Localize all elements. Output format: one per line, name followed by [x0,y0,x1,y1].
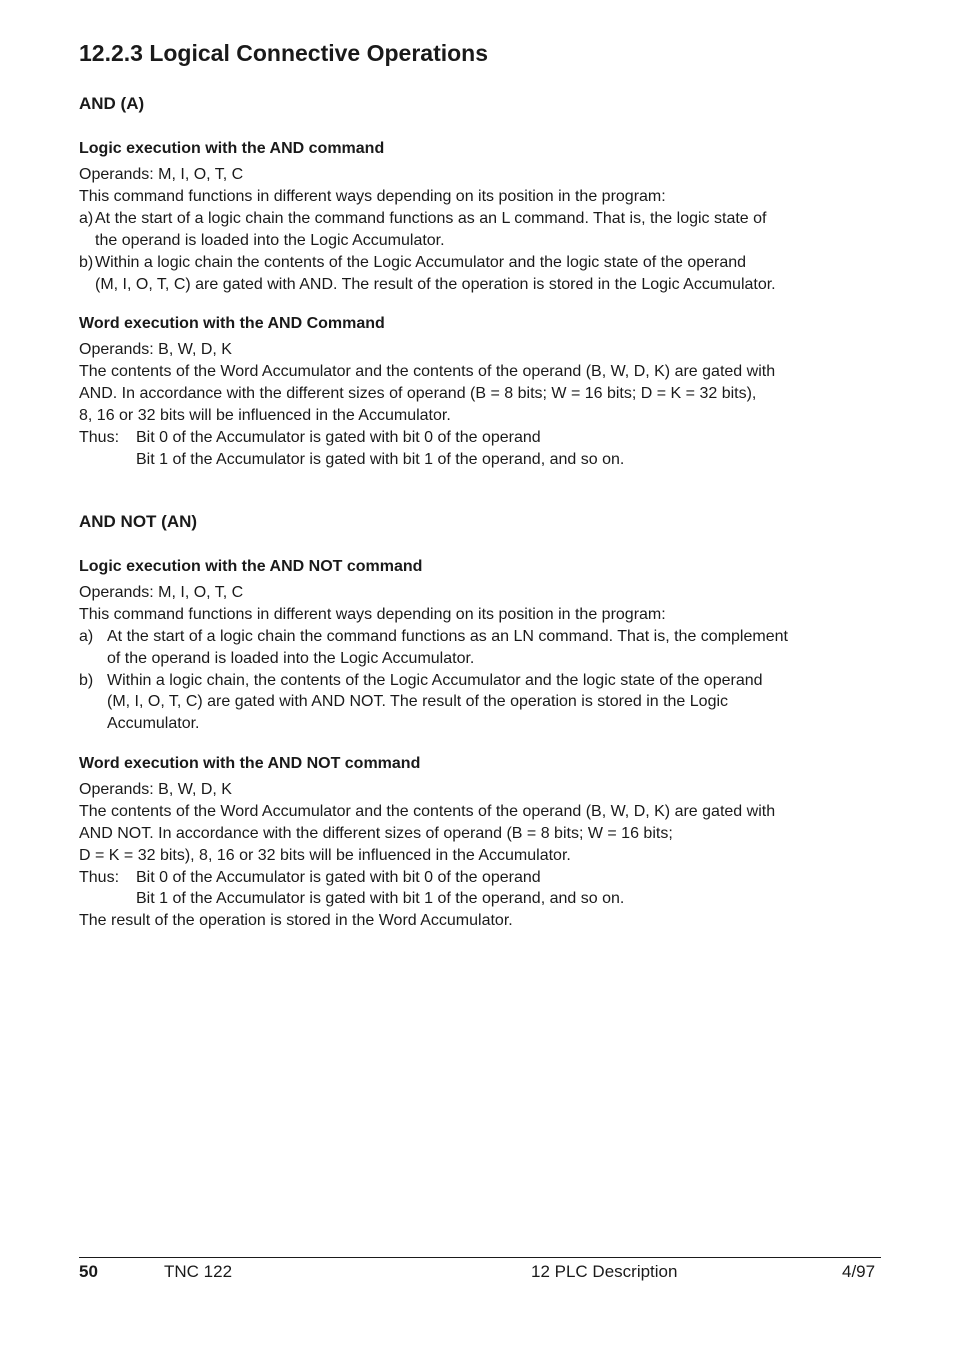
and-not-logic-intro: This command functions in different ways depending on its position in the program: [79,606,666,623]
and-not-word-operands: Operands: B, W, D, K [79,781,232,798]
paragraph-line: D = K = 32 bits), 8, 16 or 32 bits will be influenced in the Accumulator. [79,847,571,864]
paragraph-line: Bit 1 of the Accumulator is gated with bit 1 of the operand, and so on. [136,451,625,468]
list-item-text: the operand is loaded into the Logic Accumulator. [95,232,445,249]
footer-product: TNC 122 [164,1262,233,1281]
paragraph-line: Bit 0 of the Accumulator is gated with bit 0 of the operand [136,869,541,886]
list-item-text: Accumulator. [107,715,200,732]
and-not-word-heading: Word execution with the AND NOT command [79,755,421,772]
paragraph-line: AND. In accordance with the different sizes of operand (B = 8 bits; W = 16 bits; D = K = 32 bits), [79,385,757,402]
paragraph-line: 8, 16 or 32 bits will be influenced in the Accumulator. [79,407,451,424]
footer-divider [79,1257,881,1258]
list-item-text: Within a logic chain, the contents of the Logic Accumulator and the logic state of the operand [107,672,763,689]
and-not-logic-heading: Logic execution with the AND NOT command [79,558,423,575]
page-number: 50 [79,1262,98,1281]
paragraph-line: Bit 1 of the Accumulator is gated with bit 1 of the operand, and so on. [136,890,625,907]
paragraph-line: AND NOT. In accordance with the different sizes of operand (B = 8 bits; W = 16 bits; [79,825,673,842]
section-title: 12.2.3 Logical Connective Operations [79,40,489,66]
list-item-text: (M, I, O, T, C) are gated with AND NOT. The result of the operation is stored in the Logic [107,693,729,710]
and-word-heading: Word execution with the AND Command [79,315,385,332]
and-logic-heading: Logic execution with the AND command [79,140,385,157]
and-heading: AND (A) [79,94,145,113]
list-item-text: At the start of a logic chain the command functions as an LN command. That is, the complement [107,628,788,645]
paragraph-line: The contents of the Word Accumulator and the contents of the operand (B, W, D, K) are gated with [79,803,776,820]
paragraph-line: The result of the operation is stored in the Word Accumulator. [79,912,513,929]
footer-chapter: 12 PLC Description [531,1262,678,1281]
list-item-text: At the start of a logic chain the command functions as an L command. That is, the logic state of [95,210,767,227]
and-logic-operands: Operands: M, I, O, T, C [79,166,244,183]
paragraph-line: Bit 0 of the Accumulator is gated with bit 0 of the operand [136,429,541,446]
list-item-text: of the operand is loaded into the Logic Accumulator. [107,650,475,667]
list-label: b) [79,672,94,689]
and-logic-intro: This command functions in different ways depending on its position in the program: [79,188,666,205]
footer-date: 4/97 [842,1262,876,1281]
list-label: b) [79,254,94,271]
list-label: a) [79,210,94,227]
and-not-logic-operands: Operands: M, I, O, T, C [79,584,244,601]
and-not-heading: AND NOT (AN) [79,512,198,531]
list-label: a) [79,628,94,645]
list-item-text: (M, I, O, T, C) are gated with AND. The result of the operation is stored in the Logic Accumulator. [95,276,776,293]
list-item-text: Within a logic chain the contents of the Logic Accumulator and the logic state of the operand [95,254,747,271]
thus-label: Thus: [79,869,120,886]
paragraph-line: The contents of the Word Accumulator and the contents of the operand (B, W, D, K) are gated with [79,363,776,380]
and-word-operands: Operands: B, W, D, K [79,341,232,358]
thus-label: Thus: [79,429,120,446]
